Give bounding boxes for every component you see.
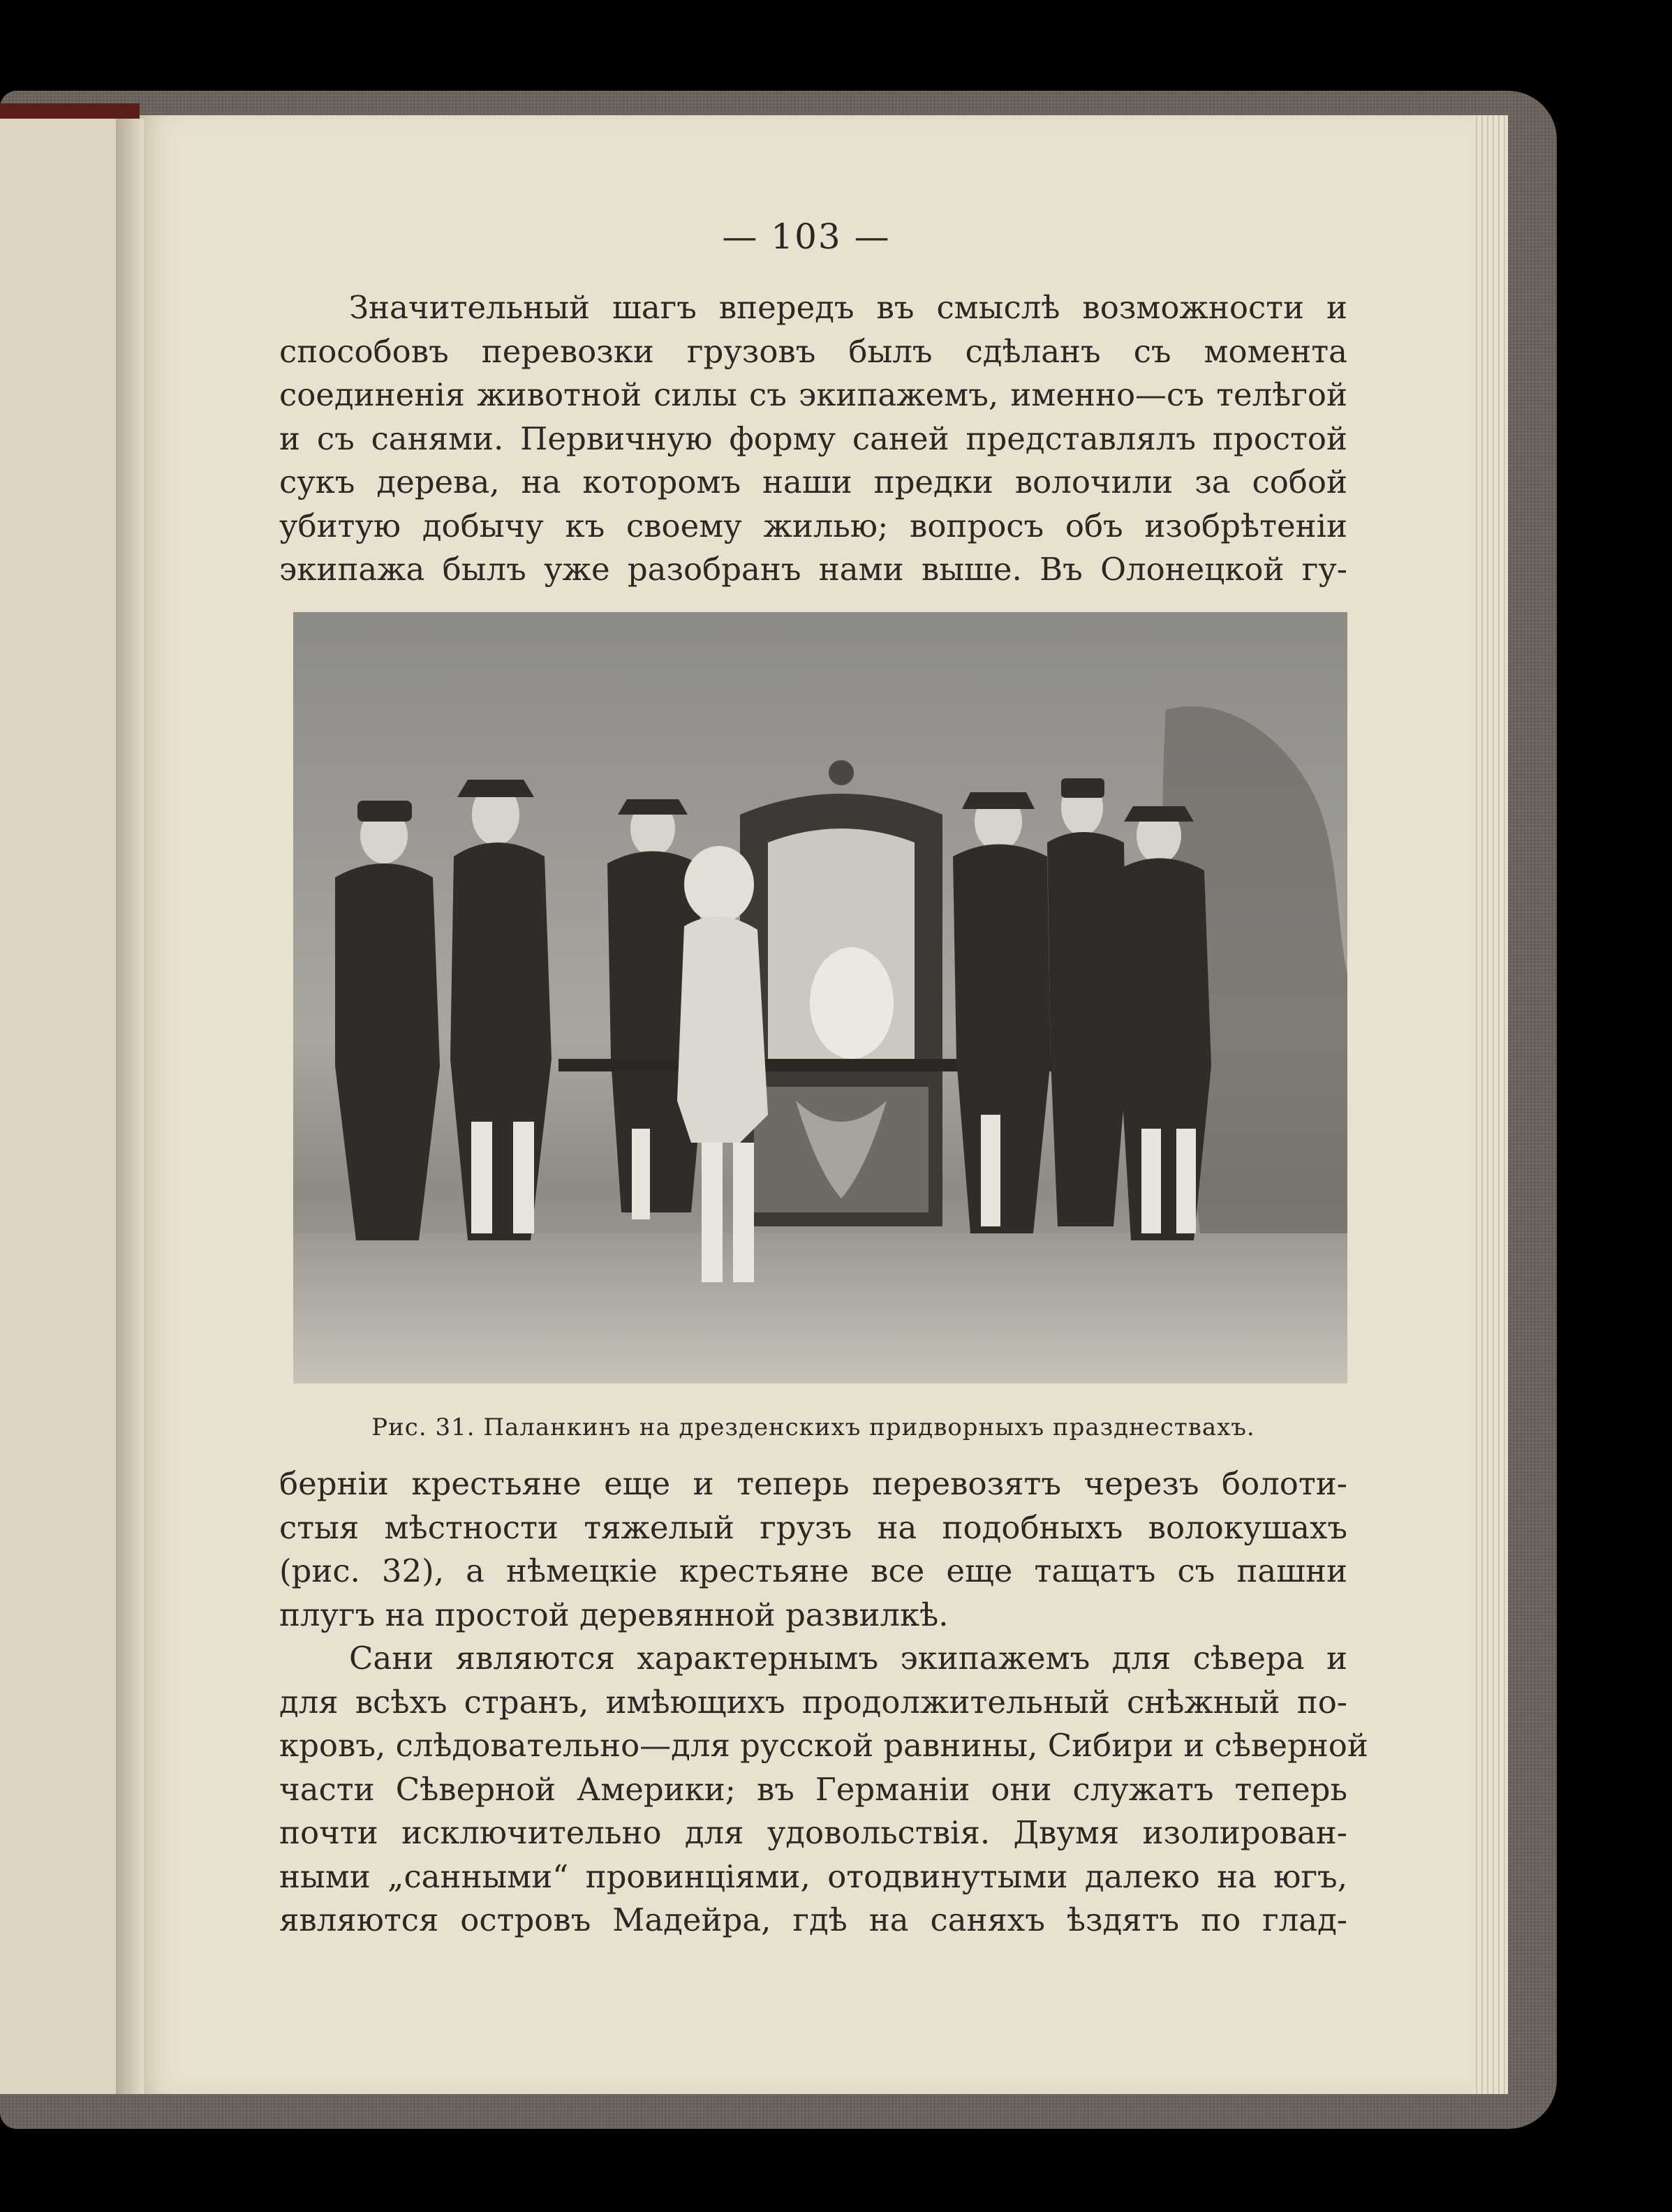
text-line: экипажа былъ уже разобранъ нами выше. Въ Олонецкой гу- bbox=[279, 551, 1347, 588]
page-number: — 103 — bbox=[722, 216, 891, 257]
text-line: соединенія животной силы съ экипажемъ, именно—съ телѣгой bbox=[279, 376, 1347, 413]
text-line: почти исключительно для удовольствія. Двумя изолирован- bbox=[279, 1814, 1347, 1851]
text-line: являются островъ Мадейра, гдѣ на саняхъ ѣздятъ по глад- bbox=[279, 1901, 1347, 1938]
text-line: кровъ, слѣдовательно—для русской равнины, Сибири и сѣверной bbox=[279, 1727, 1368, 1764]
text-line: ными „санными“ провинціями, отодвинутыми далеко на югъ, bbox=[279, 1857, 1347, 1895]
text-line: убитую добычу къ своему жилью; вопросъ объ изобрѣтеніи bbox=[279, 507, 1347, 544]
text-line: берніи крестьяне еще и теперь перевозятъ черезъ болоти- bbox=[279, 1465, 1347, 1502]
text-block-top bbox=[279, 286, 1347, 592]
text-line: плугъ на простой деревянной развилкѣ. bbox=[279, 1596, 949, 1633]
figure-photo-palanquin bbox=[293, 612, 1347, 1383]
left-cover-edge bbox=[0, 103, 140, 119]
text-line: части Сѣверной Америки; въ Германіи они служатъ теперь bbox=[279, 1770, 1347, 1808]
text-line: Значительный шагъ впередъ въ смыслѣ возможности и bbox=[349, 289, 1347, 326]
text-line: способовъ перевозки грузовъ былъ сдѣланъ съ момента bbox=[279, 332, 1347, 370]
text-line: Сани являются характернымъ экипажемъ для сѣвера и bbox=[349, 1640, 1347, 1677]
text-line: и съ санями. Первичную форму саней представлялъ простой bbox=[279, 420, 1347, 457]
palanquin-photo bbox=[293, 612, 1347, 1383]
text-block-bottom bbox=[279, 1462, 1368, 1943]
book-page bbox=[140, 115, 1473, 2094]
text-line: сукъ дерева, на которомъ наши предки волочили за собой bbox=[279, 463, 1347, 500]
text-line: (рис. 32), а нѣмецкіе крестьяне все еще тащатъ съ пашни bbox=[279, 1552, 1347, 1589]
figure-caption: Рис. 31. Паланкинъ на дрезденскихъ придворныхъ празднествахъ. bbox=[371, 1413, 1255, 1441]
text-line: стыя мѣстности тяжелый грузъ на подобныхъ волокушахъ bbox=[279, 1508, 1347, 1546]
text-line: для всѣхъ странъ, имѣющихъ продолжительный снѣжный по- bbox=[279, 1683, 1347, 1721]
page-gutter bbox=[116, 119, 144, 2094]
left-page-edge bbox=[0, 119, 121, 2094]
